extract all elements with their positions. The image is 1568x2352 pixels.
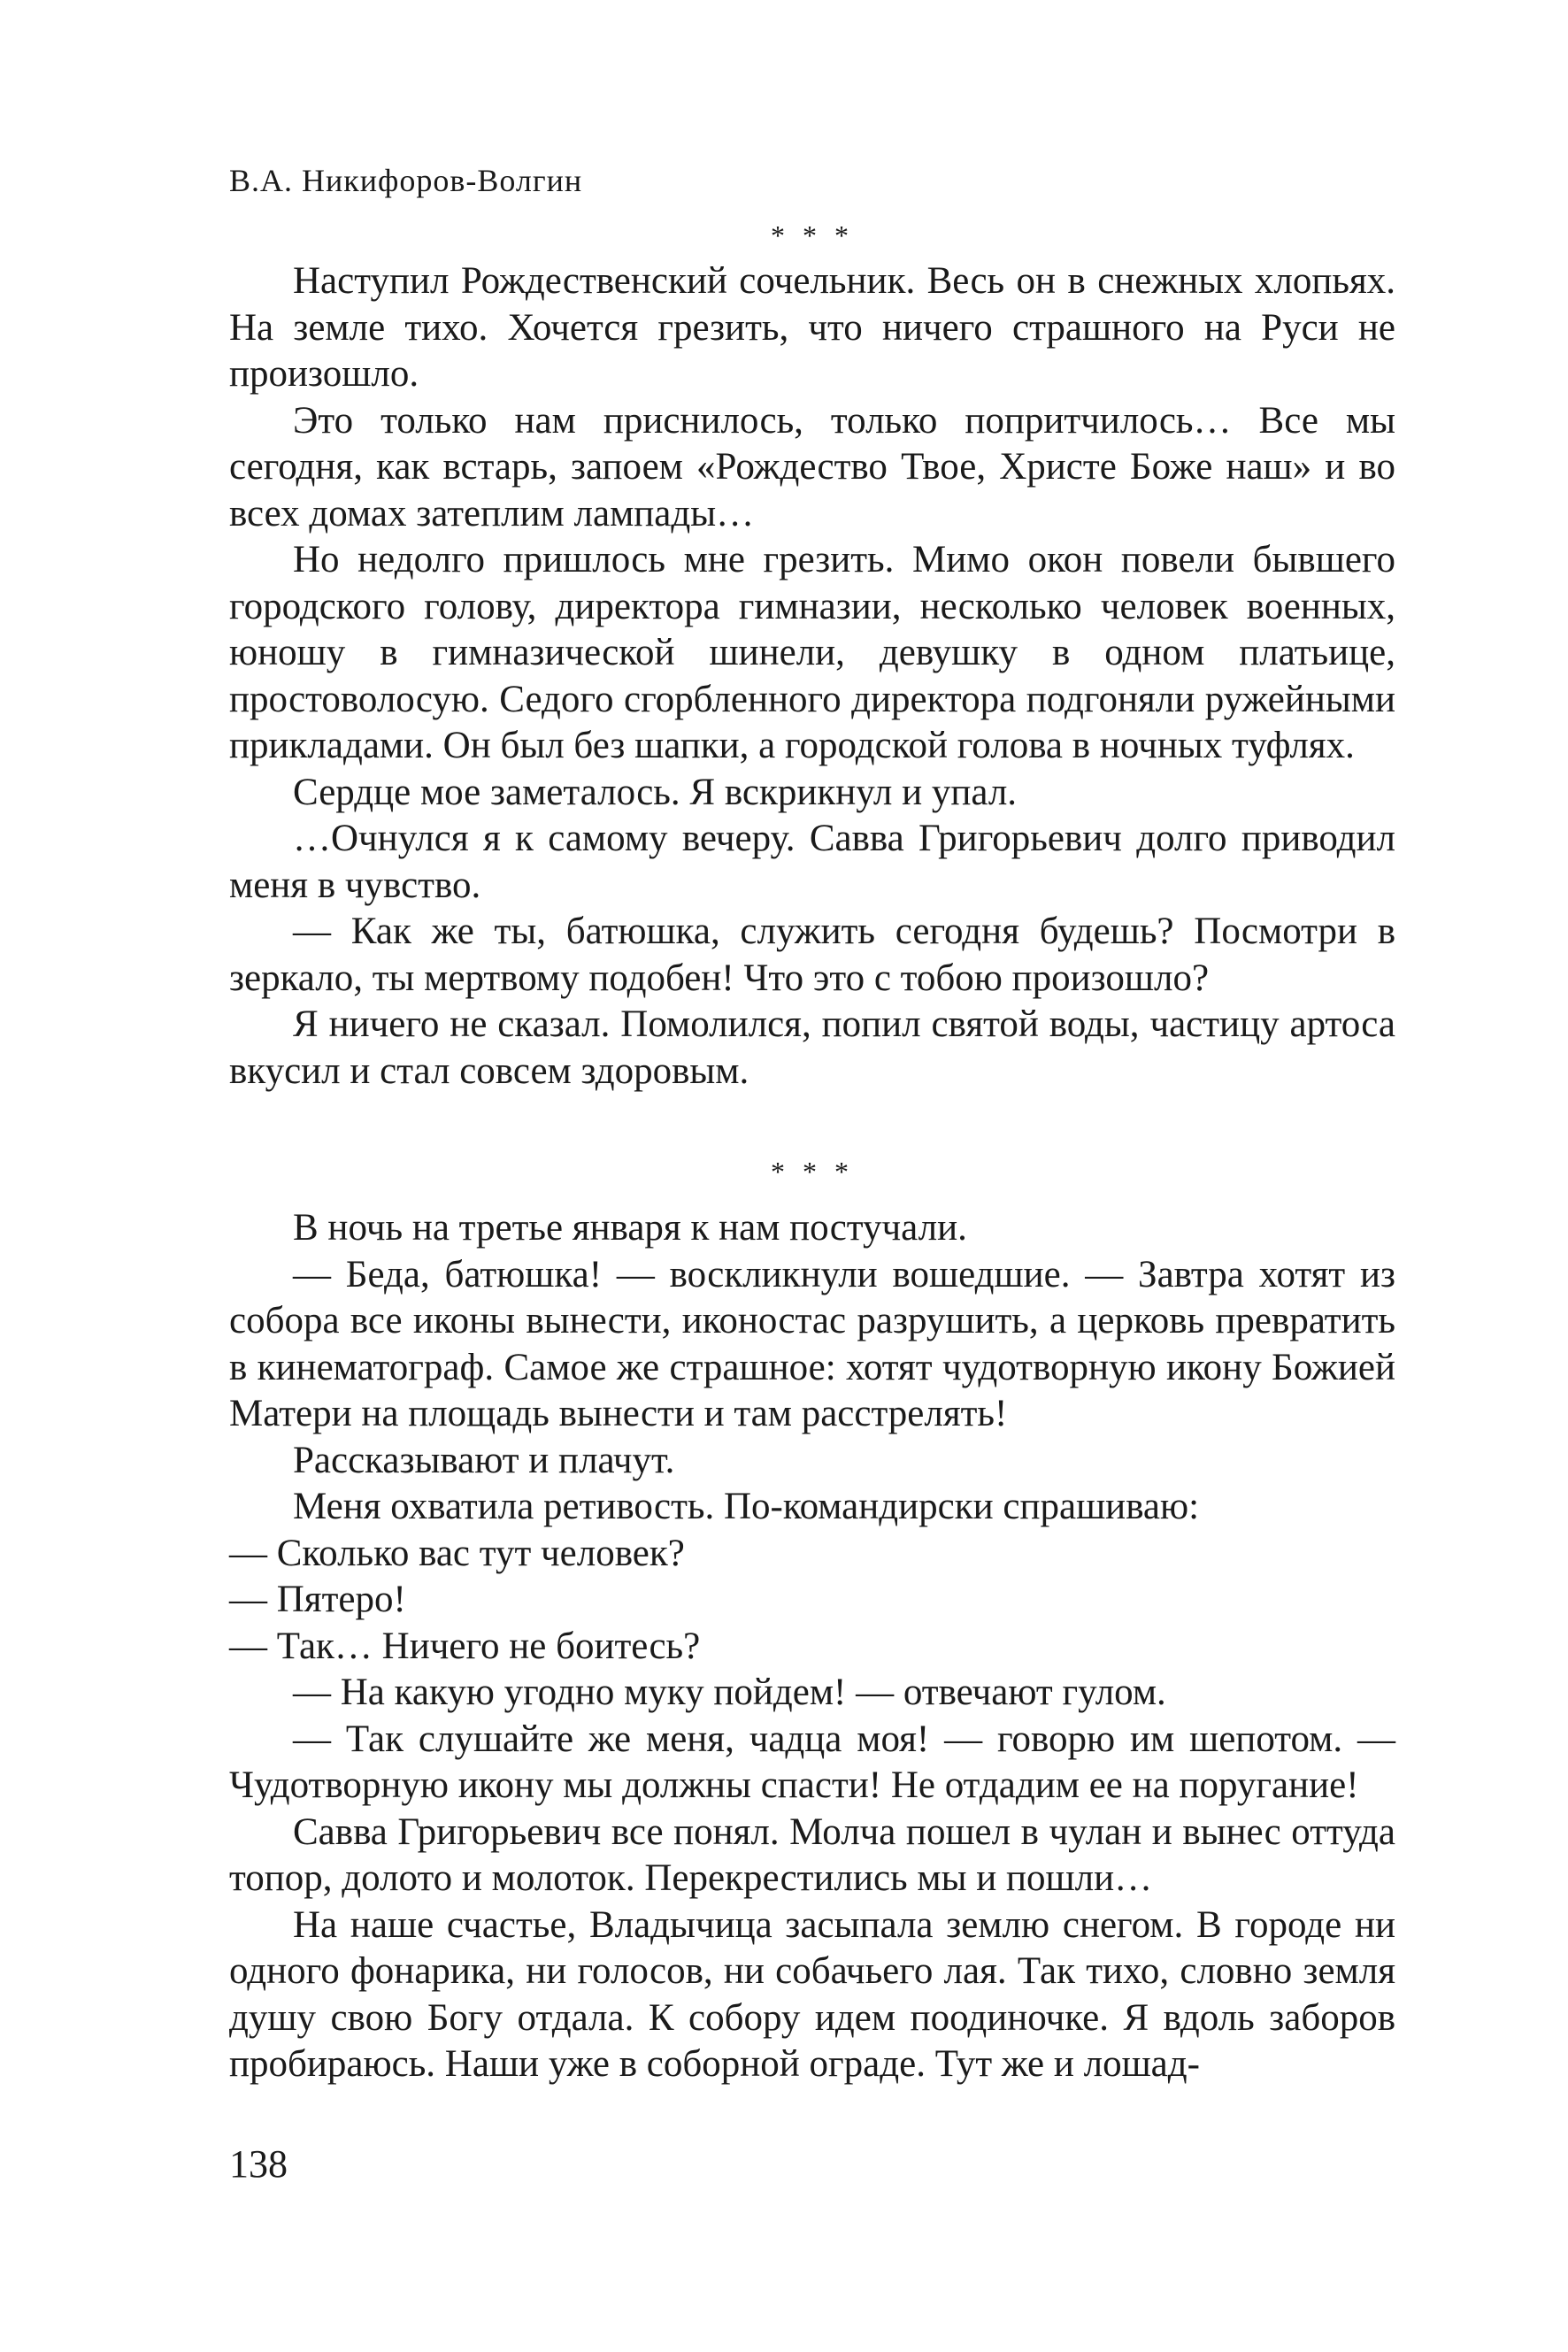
running-head: В.А. Никифоров-Волгин: [229, 163, 583, 198]
section-1: [229, 212, 1395, 1095]
paragraph: — Так… Ничего не боитесь?: [229, 1625, 701, 1667]
paragraph: На наше счастье, Владычица засыпала землю снегом. В городе ни одного фонарика, ни голосов, ни собачьего лая. Так тихо, словно земля душу свою Богу отдала. К собору идем поодиночке. Я вдоль заборов пробираюсь. Наши уже в соборной ограде. Тут же и лошад-: [229, 1903, 1395, 2085]
paragraph: Рассказывают и плачут.: [293, 1439, 675, 1481]
paragraph: Наступил Рождественский сочельник. Весь он в снежных хлопьях. На земле тихо. Хочется грезить, что ничего страшного на Руси не произошло.: [229, 260, 1395, 395]
paragraph: — Сколько вас тут человек?: [229, 1532, 685, 1574]
paragraph: Но недолго пришлось мне грезить. Мимо окон повели бывшего городского голову, директора гимназии, несколько человек военных, юношу в гимназической шинели, девушку в одном платьице, простоволосую. Седого сгорбленного директора подгоняли ружейными прикладами. Он был без шапки, а городской голова в ночных туфлях.: [229, 539, 1395, 766]
page-number: 138: [229, 2142, 288, 2186]
paragraph: — На какую угодно муку пойдем! — отвечают гулом.: [293, 1672, 1166, 1713]
paragraph: Савва Григорьевич все понял. Молча пошел в чулан и вынес оттуда топор, долото и молоток. Перекрестились мы и пошли…: [229, 1810, 1395, 1899]
paragraph: Меня охватила ретивость. По-командирски спрашиваю:: [293, 1486, 1200, 1527]
section-separator: * * *: [771, 219, 854, 251]
section-2: [229, 1149, 1395, 2088]
paragraph: …Очнулся я к самому вечеру. Савва Григорьевич долго приводил меня в чувство.: [229, 818, 1395, 906]
paragraph: Я ничего не сказал. Помолился, попил святой воды, частицу артоса вкусил и стал совсем здоровым.: [229, 1003, 1395, 1092]
paragraph: — Пятеро!: [229, 1579, 406, 1620]
paragraph: — Как же ты, батюшка, служить сегодня будешь? Посмотри в зеркало, ты мертвому подобен! Что это с тобою произошло?: [229, 911, 1395, 999]
paragraph: Сердце мое заметалось. Я вскрикнул и упал.: [293, 771, 1018, 813]
section-separator: * * *: [771, 1156, 854, 1188]
paragraph: — Так слушайте же меня, чадца моя! — говорю им шепотом. — Чудотворную икону мы должны спасти! Не отдадим ее на поругание!: [229, 1718, 1395, 1806]
paragraph: В ночь на третье января к нам постучали.: [293, 1207, 967, 1249]
paragraph: Это только нам приснилось, только попритчилось… Все мы сегодня, как встарь, запоем «Рождество Твое, Христе Боже наш» и во всех домах затеплим лампады…: [229, 399, 1395, 534]
paragraph: — Беда, батюшка! — воскликнули вошедшие. — Завтра хотят из собора все иконы вынести, иконостас разрушить, а церковь превратить в кинематограф. Самое же страшное: хотят чудотворную икону Божией Матери на площадь вынести и там расстрелять!: [229, 1253, 1395, 1434]
